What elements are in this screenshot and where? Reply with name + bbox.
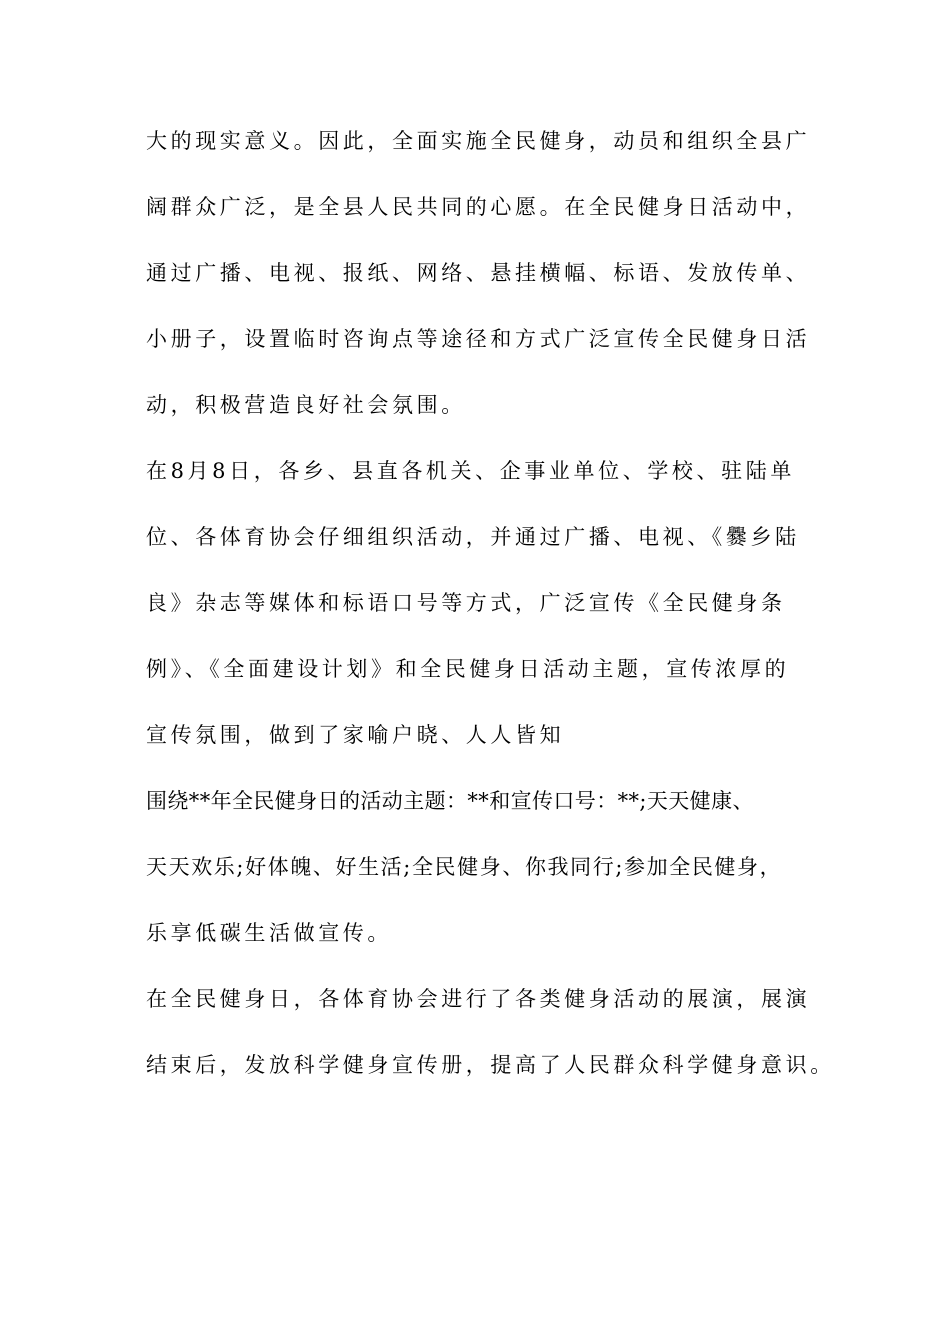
paragraph-2 (146, 456, 836, 750)
text-line: 围绕**年全民健身日的活动主题：**和宣传口号：**;天天健康、 (146, 789, 754, 813)
text-line: 结束后，发放科学健身宣传册，提高了人民群众科学健身意识。 (146, 1053, 835, 1077)
text-line: 大的现实意义。因此，全面实施全民健身，动员和组织全县广 (146, 129, 811, 153)
text-line: 宣传氛围，做到了家喻户晓、人人皆知 (146, 723, 565, 747)
paragraph-4 (146, 984, 836, 1080)
text-line: 位、各体育协会仔细组织活动，并通过广播、电视、《爨乡陆 (146, 525, 800, 549)
body-text (146, 126, 836, 1116)
text-line: 动，积极营造良好社会氛围。 (146, 393, 466, 417)
text-line: 例》、《全面建设计划》和全民健身日活动主题，宣传浓厚的 (146, 657, 790, 681)
text-line: 天天欢乐;好体魄、好生活;全民健身、你我同行;参加全民健身， (146, 855, 783, 879)
text-line: 乐享低碳生活做宣传。 (146, 921, 392, 945)
text-line: 通过广播、电视、报纸、网络、悬挂横幅、标语、发放传单、 (146, 261, 811, 285)
text-line: 在全民健身日，各体育协会进行了各类健身活动的展演，展演 (146, 987, 811, 1011)
paragraph-1 (146, 126, 836, 420)
text-line: 良》杂志等媒体和标语口号等方式，广泛宣传《全民健身条 (146, 591, 786, 615)
paragraph-3 (146, 786, 836, 948)
text-line: 在8月8日，各乡、县直各机关、企事业单位、学校、驻陆单 (146, 459, 795, 483)
text-line: 阔群众广泛，是全县人民共同的心愿。在全民健身日活动中， (146, 195, 811, 219)
text-line: 小册子，设置临时咨询点等途径和方式广泛宣传全民健身日活 (146, 327, 811, 351)
